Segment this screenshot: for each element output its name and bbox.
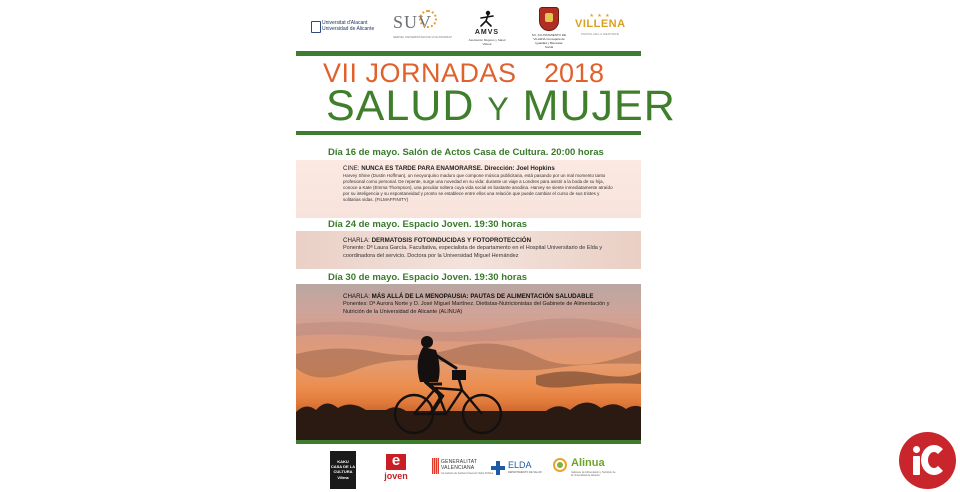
alinua-logo [553, 456, 617, 482]
sunset-cyclist-photo [296, 284, 641, 440]
gv-logo-line2: VALENCIANA [441, 465, 475, 471]
stars-icon: ★ ★ ★ [589, 13, 611, 19]
departamento-salud-elda-logo [491, 459, 543, 479]
senyera-icon [432, 458, 439, 474]
suv-logo-sub: SERVEI UNIVERSITARI DE VOLUNTARIAT [393, 35, 452, 39]
ayuntamiento-logo-sub: M.I. AYUNTAMIENTO DE VILLENA Concejalía de Igualdad y Bienestar Social [531, 33, 566, 49]
villena-logo [575, 13, 625, 39]
ic-logo-c-icon [921, 445, 947, 475]
sun-icon [419, 10, 437, 28]
amvs-logo-sub: Asociación Mujeres y Salud Villena [468, 38, 506, 46]
title-word-y: Y [487, 91, 510, 127]
alinua-ring-icon [553, 458, 567, 472]
event-1-title: NUNCA ES TARDE PARA ENAMORARSE. Dirección: Joel Hopkins [361, 165, 555, 172]
running-figure-icon [476, 10, 498, 28]
ua-logo-line1: Universitat d'Alacant [322, 20, 368, 26]
ic-brand-badge[interactable] [899, 432, 956, 489]
villena-logo-name: VILLENA [575, 18, 626, 30]
elda-logo-sub: DEPARTAMENTO DE SALUD [508, 471, 542, 474]
event-2-panel [296, 231, 641, 269]
event-2-type: CHARLA: [343, 237, 370, 244]
gv-logo-sub: Conselleria de Sanitat Universal i Salut Pública [441, 472, 494, 475]
ic-logo-stem-icon [913, 456, 920, 475]
event-3-title: MÁS ALLÁ DE LA MENOPAUSIA: PAUTAS DE ALIMENTACIÓN SALUDABLE [371, 293, 594, 300]
poster-title-line2 [326, 82, 676, 131]
poster-year: 2018 [544, 58, 605, 88]
ayuntamiento-villena-logo [531, 7, 567, 47]
health-cross-icon [491, 461, 505, 475]
event-2-title: DERMATOSIS FOTOINDUCIDAS Y FOTOPROTECCIÓN [371, 237, 532, 244]
event-1-description: Harvey Shine (Dustin Hoffman), un neoyorquino maduro que compone música publicitaria, está pasando por un mal momento tanto profesional como personal. De repente, surge una novedad en su vida: durante un viaje a Londres para asistir a la boda de su hija, conoce a Kate (Emma Thompson), una peculiar soltera cuya vida social es bastante anodina. Harvey se siente inmediatamente atraído por su inteligencia y su espontaneidad y pronto se establece entre ellos una relación que puede cambiar el curso de sus tristes y solitarias vidas. (FILMAFFINITY) [343, 173, 613, 202]
event-2-date: Día 24 de mayo. Espacio Joven. 19:30 horas [328, 219, 528, 230]
joven-logo-word: joven [384, 471, 408, 481]
ua-logo-line2: Universidad de Alicante [322, 26, 375, 32]
title-divider [296, 131, 641, 135]
event-poster [296, 51, 676, 444]
event-2-description: Ponente: Dª Laura García. Facultativa, especialista de departamento en el Hospital Universitario de Elda y coordinadora del servicio. Doctora por la Universidad Miguel Hernández [343, 245, 603, 259]
ua-emblem-icon [311, 21, 321, 33]
event-1-panel [296, 160, 641, 218]
event-3-date: Día 30 de mayo. Espacio Joven. 19:30 horas [328, 272, 528, 283]
generalitat-valenciana-logo [432, 458, 494, 480]
casa-logo-line3: CULTURA [333, 469, 353, 474]
event-1-heading [343, 165, 555, 172]
espacio-joven-logo [382, 454, 410, 486]
joven-logo-letter: e [391, 452, 401, 469]
alinua-logo-name: Alinua [571, 457, 605, 469]
event-1-date: Día 16 de mayo. Salón de Actos Casa de Cultura. 20:00 horas [328, 147, 604, 158]
suv-logo-name: SUV [393, 12, 433, 32]
casa-logo-line2: CASA DE LA [330, 464, 356, 469]
top-divider [296, 51, 641, 56]
amvs-logo [466, 10, 508, 46]
suv-logo [391, 10, 452, 42]
event-1-type: CINE: [343, 165, 360, 172]
event-3-heading [343, 293, 594, 300]
amvs-logo-name: AMVS [474, 29, 500, 36]
title-word-mujer: MUJER [522, 82, 676, 130]
event-3-description: Ponentes: Dª Aurora Norte y D. José Miguel Martínez. Dietistas-Nutricionistas del Gabinete de Alimentación y Nutrición de la Universidad de Alicante (ALINUA) [343, 301, 610, 315]
bottom-divider [296, 440, 641, 444]
alinua-logo-sub: Gabinete de Alimentación y Nutrición de la Universidad de Alicante [571, 471, 616, 477]
casa-cultura-logo [330, 451, 356, 489]
elda-logo-name: ELDA [508, 460, 532, 470]
coat-of-arms-icon [539, 7, 559, 31]
villena-logo-sub: PORTAL DE LA IDENTIDAD [581, 32, 619, 36]
poster-title-line1: VII JORNADAS [323, 58, 517, 88]
event-3-type: CHARLA: [343, 293, 370, 300]
universidad-alicante-logo [311, 20, 375, 34]
title-word-salud: SALUD [326, 82, 475, 130]
casa-logo-line4: Villena [337, 476, 349, 480]
gv-logo-line1: GENERALITAT [441, 459, 478, 465]
casa-logo-line1: KAKU [337, 459, 349, 464]
event-2-heading [343, 237, 531, 244]
ic-logo-dot-icon [913, 446, 920, 453]
